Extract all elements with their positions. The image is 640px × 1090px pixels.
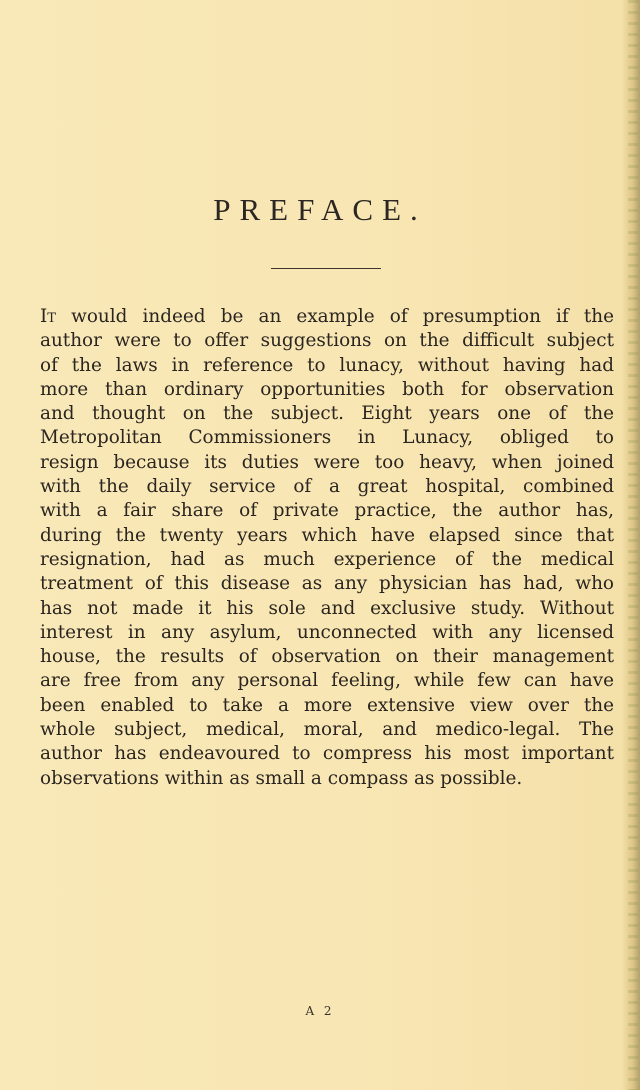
text-line <box>40 305 614 329</box>
text-line: interest in any asylum, unconnected with any licensed <box>40 621 614 643</box>
text-line: has not made it his sole and exclusive study. Without <box>40 597 614 619</box>
text-line: with a fair share of private practice, the author has, <box>40 500 614 522</box>
text-line: treatment of this disease as any physician has had, who <box>40 573 614 595</box>
text-line: of the laws in reference to lunacy, without having had <box>40 354 614 376</box>
text-line: resignation, had as much experience of the medical <box>40 548 614 570</box>
text-line: been enabled to take a more extensive view over the <box>40 694 614 716</box>
text-line: observations within as small a compass as possible. <box>40 767 523 789</box>
text-line: with the daily service of a great hospital, combined <box>40 476 614 498</box>
text-line: and thought on the subject. Eight years one of the <box>40 403 614 425</box>
page-edge-foxing <box>628 0 638 1090</box>
text-line: during the twenty years which have elapsed since that <box>40 524 614 546</box>
signature-mark: A 2 <box>305 1004 335 1018</box>
page-title: PREFACE. <box>213 192 427 227</box>
text-line: Metropolitan Commissioners in Lunacy, obliged to <box>40 427 614 449</box>
text-line: house, the results of observation on their management <box>40 646 614 668</box>
preface-paragraph <box>40 305 614 791</box>
text-line-rest: would indeed be an example of presumption if the <box>55 306 614 327</box>
text-line: author were to offer suggestions on the difficult subject <box>40 330 614 352</box>
text-line: author has endeavoured to compress his most important <box>40 743 614 765</box>
first-word: It <box>40 306 56 327</box>
text-line: resign because its duties were too heavy, when joined <box>40 451 614 473</box>
text-line: whole subject, medical, moral, and medico-legal. The <box>40 719 614 741</box>
text-line: are free from any personal feeling, while few can have <box>40 670 614 692</box>
title-rule <box>271 268 381 269</box>
text-line: more than ordinary opportunities both for observation <box>40 378 614 400</box>
